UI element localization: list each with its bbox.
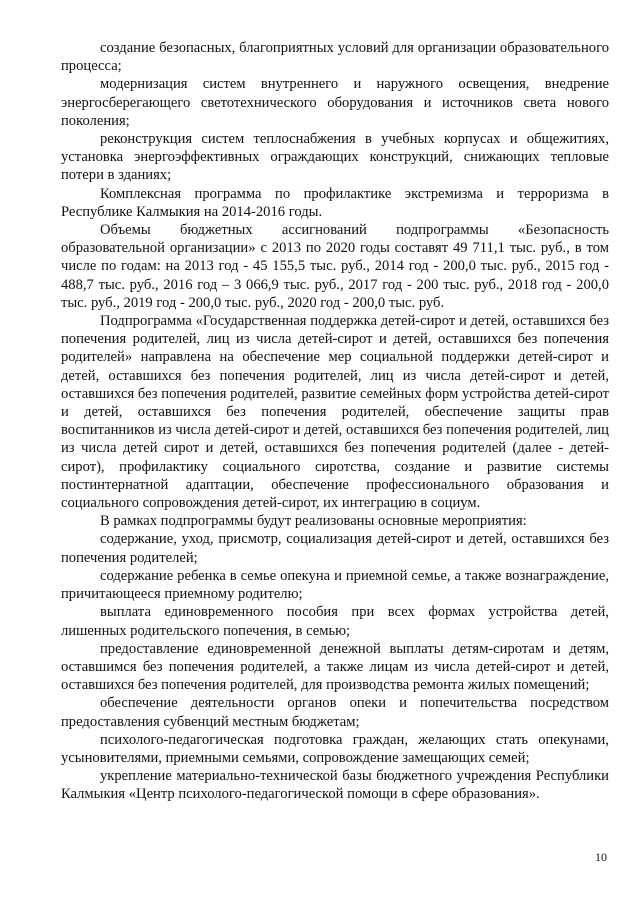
paragraph-orphans-subprogram: Подпрограмма «Государственная поддержка детей-сирот и детей, оставшихся без попечения родителей, лиц из числа детей-сирот и детей, оставшихся без попечения родителей» направлена на обеспечение мер социальной поддержки детей-сирот и детей, оставшихся без попечения родителей, лиц из числа детей-сирот и детей, оставшихся без попечения родителей, развитие семейных форм устройства детей-сирот и детей, оставшихся без попечения родителей, обеспечение защиты прав воспитанников из числа детей-сирот и детей, оставшихся без попечения родителей, лиц из числа детей сирот и детей, оставшихся без попечения родителей (далее - детей-сирот), профилактику социального сиротства, создание и развитие системы постинтернатной адаптации, обеспечение профессионального образования и социального сопровождения детей-сирот, их интеграцию в социум. xyxy=(61,313,609,512)
paragraph-lighting-modernization: модернизация систем внутреннего и наружного освещения, внедрение энергосберегающего светотехнического оборудования и источников света нового поколения; xyxy=(61,76,609,129)
paragraph-lump-sum-benefit: выплата единовременного пособия при всех формах устройства детей, лишенных родительского попечения, в семью; xyxy=(61,604,609,639)
paragraph-guardianship-bodies: обеспечение деятельности органов опеки и попечительства посредством предоставления субвенций местным бюджетам; xyxy=(61,695,609,730)
paragraph-center-strengthening: укрепление материально-технической базы бюджетного учреждения Республики Калмыкия «Центр психолого-педагогической помощи в сфере образования». xyxy=(61,768,609,803)
paragraph-psychological-training: психолого-педагогическая подготовка граждан, желающих стать опекунами, усыновителями, приемными семьями, сопровождение замещающих семей; xyxy=(61,731,609,766)
paragraph-extremism-program: Комплексная программа по профилактике экстремизма и терроризма в Республике Калмыкия на 2014-2016 годы. xyxy=(61,185,609,220)
paragraph-care-socialization: содержание, уход, присмотр, социализация детей-сирот и детей, оставшихся без попечения родителей; xyxy=(61,531,609,566)
paragraph-main-measures-intro: В рамках подпрограммы будут реализованы основные мероприятия: xyxy=(100,513,527,530)
page-number: 10 xyxy=(595,850,607,864)
paragraph-housing-repair-payment: предоставление единовременной денежной выплаты детям-сиротам и детям, оставшимся без попечения родителей, а также лицам из числа детей-сирот и детей, оставшихся без попечения родителей, для производства ремонта жилых помещений; xyxy=(61,640,609,694)
paragraph-foster-family: содержание ребенка в семье опекуна и приемной семье, а также вознаграждение, причитающееся приемному родителю; xyxy=(61,567,609,603)
paragraph-safe-conditions: создание безопасных, благоприятных условий для организации образовательного процесса; xyxy=(61,40,609,75)
document-body xyxy=(61,39,609,804)
paragraph-budget-allocations: Объемы бюджетных ассигнований подпрограммы «Безопасность образовательной организации» с 2013 по 2020 годы составят 49 711,1 тыс. руб., в том числе по годам: на 2013 год - 45 155,5 тыс. руб., 2014 год - 200,0 тыс. руб., 2015 год - 488,7 тыс. руб., 2016 год – 3 066,9 тыс. руб., 2017 год - 200 тыс. руб., 2018 год - 200,0 тыс. руб., 2019 год - 200,0 тыс. руб., 2020 год - 200,0 тыс. руб. xyxy=(61,222,609,311)
paragraph-heating-reconstruction: реконструкция систем теплоснабжения в учебных корпусах и общежитиях, установка энергоэффективных ограждающих конструкций, снижающих тепловые потери в зданиях; xyxy=(61,131,609,184)
